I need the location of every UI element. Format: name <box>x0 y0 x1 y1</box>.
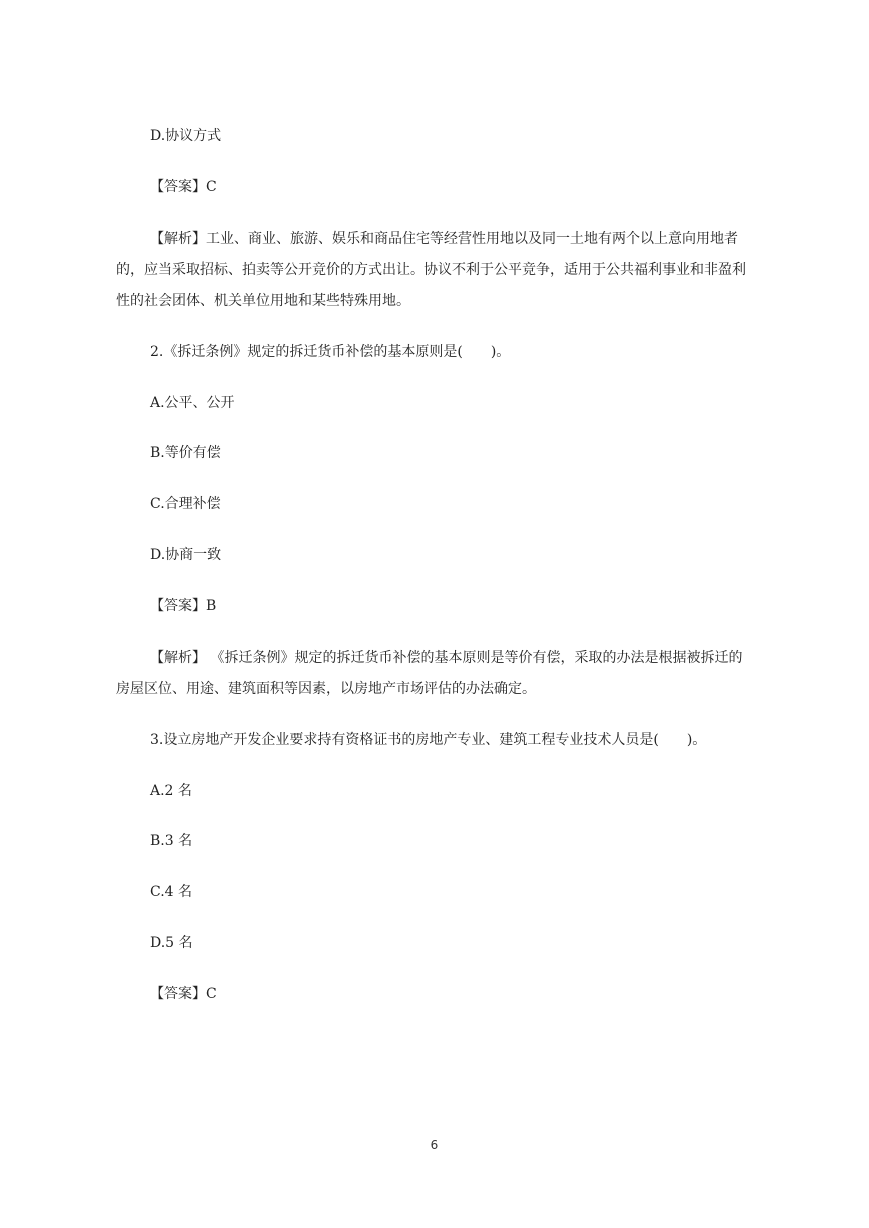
q1-option-d: D.协议方式 <box>150 128 222 144</box>
q2-analysis: 【解析】 《拆迁条例》规定的拆迁货币补偿的基本原则是等价有偿，采取的办法是根据被拆迁的房屋区位、用途、建筑面积等因素，以房地产市场评估的办法确定。 <box>116 650 743 697</box>
q2-option-c: C.合理补偿 <box>150 496 221 512</box>
q3-option-c: C.4 名 <box>150 884 193 900</box>
q2-option-d: D.协商一致 <box>150 547 222 563</box>
q1-analysis: 【解析】工业、商业、旅游、娱乐和商品住宅等经营性用地以及同一土地有两个以上意向用地者的，应当采取招标、拍卖等公开竞价的方式出让。协议不利于公平竞争，适用于公共福利事业和非盈利性的社会团体、机关单位用地和某些特殊用地。 <box>116 231 746 309</box>
q2-answer: 【答案】B <box>150 598 217 614</box>
q2-option-b: B.等价有偿 <box>150 445 221 461</box>
q3-option-a: A.2 名 <box>150 783 192 799</box>
q3-answer: 【答案】C <box>150 986 217 1002</box>
q3-option-b: B.3 名 <box>150 833 193 849</box>
q2-option-a: A.公平、公开 <box>150 395 235 411</box>
page-number: 6 <box>430 1138 439 1152</box>
q3-option-d: D.5 名 <box>150 935 193 951</box>
q1-answer: 【答案】C <box>150 179 217 195</box>
q3-question: 3.设立房地产开发企业要求持有资格证书的房地产专业、建筑工程专业技术人员是( )。 <box>150 732 707 748</box>
q2-question: 2.《拆迁条例》规定的拆迁货币补偿的基本原则是( )。 <box>150 344 511 360</box>
